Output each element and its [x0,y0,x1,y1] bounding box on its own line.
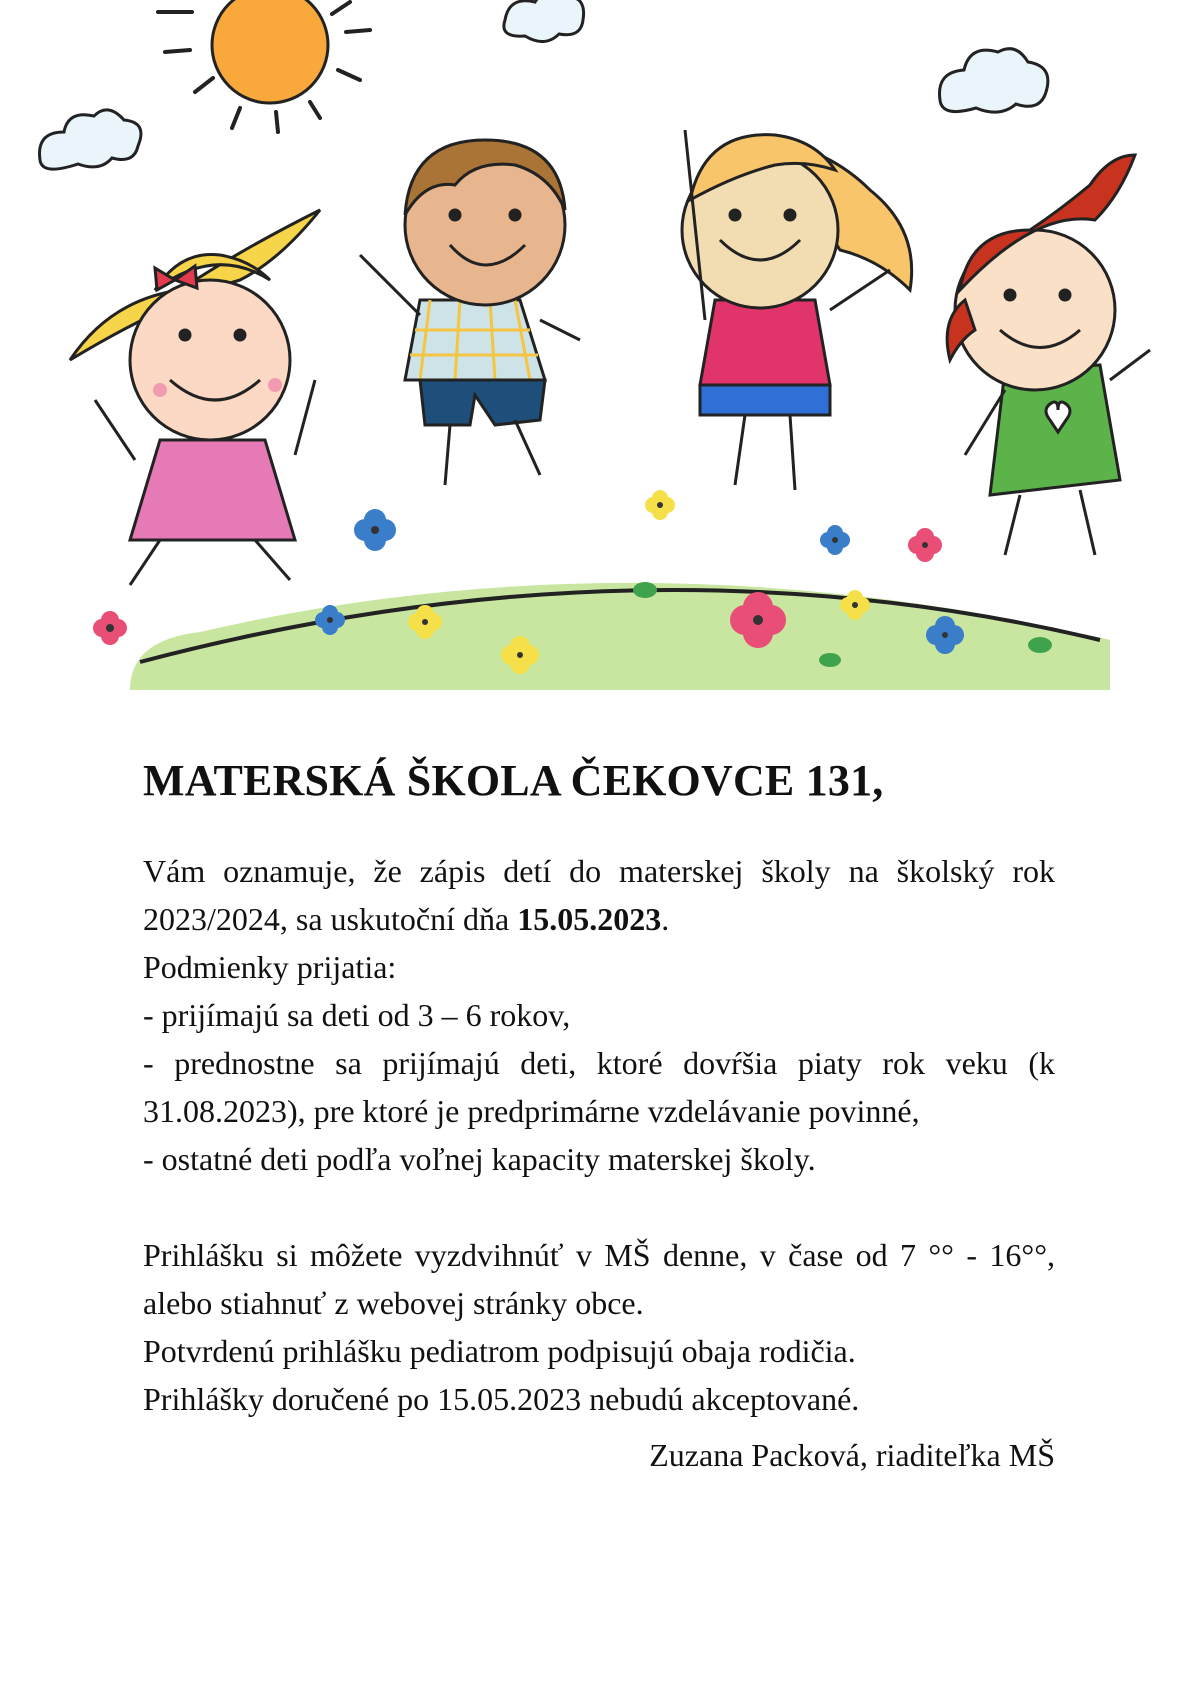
signature: Zuzana Packová, riaditeľka MŠ [649,1437,1055,1473]
notice-title: MATERSKÁ ŠKOLA ČEKOVCE 131, [143,756,884,805]
sun-icon [158,0,370,132]
conditions-heading: Podmienky prijatia: [143,949,397,985]
notice-content [143,755,1055,1479]
condition-item: - prednostne sa prijímajú deti, ktoré dovŕšia piaty rok veku (k 31.08.2023), pre ktoré je predprimárne vzdelávanie povinné, [143,1045,1055,1129]
girl-red-top [682,130,912,490]
condition-item: - ostatné deti podľa voľnej kapacity materskej školy. [143,1141,816,1177]
girl-pink-dress [70,210,320,585]
deadline-info: Prihlášky doručené po 15.05.2023 nebudú akceptované. [143,1381,860,1417]
children-illustration [0,0,1190,690]
pediatrician-info: Potvrdenú prihlášku pediatrom podpisujú obaja rodičia. [143,1333,856,1369]
cloud-icon [940,49,1048,112]
condition-item: - prijímajú sa deti od 3 – 6 rokov, [143,997,571,1033]
pickup-info: Prihlášku si môžete vyzdvihnúť v MŠ denne, v čase od 7 °° - 16°°, alebo stiahnuť z webovej stránky obce. [143,1237,1055,1321]
enrollment-date: 15.05.2023 [517,901,662,937]
boy-plaid-shirt [360,140,580,485]
cloud-icon [40,110,141,169]
cloud-icon [504,0,584,42]
girl-green-dress [947,155,1150,555]
intro-text: Vám oznamuje, že zápis detí do materskej školy na školský rok 2023/2024, sa uskutoční dňa [143,853,1055,937]
intro-paragraph: Vám oznamuje, že zápis detí do materskej školy na školský rok 2023/2024, sa uskutoční dňa 15.05.2023. [143,853,1055,937]
